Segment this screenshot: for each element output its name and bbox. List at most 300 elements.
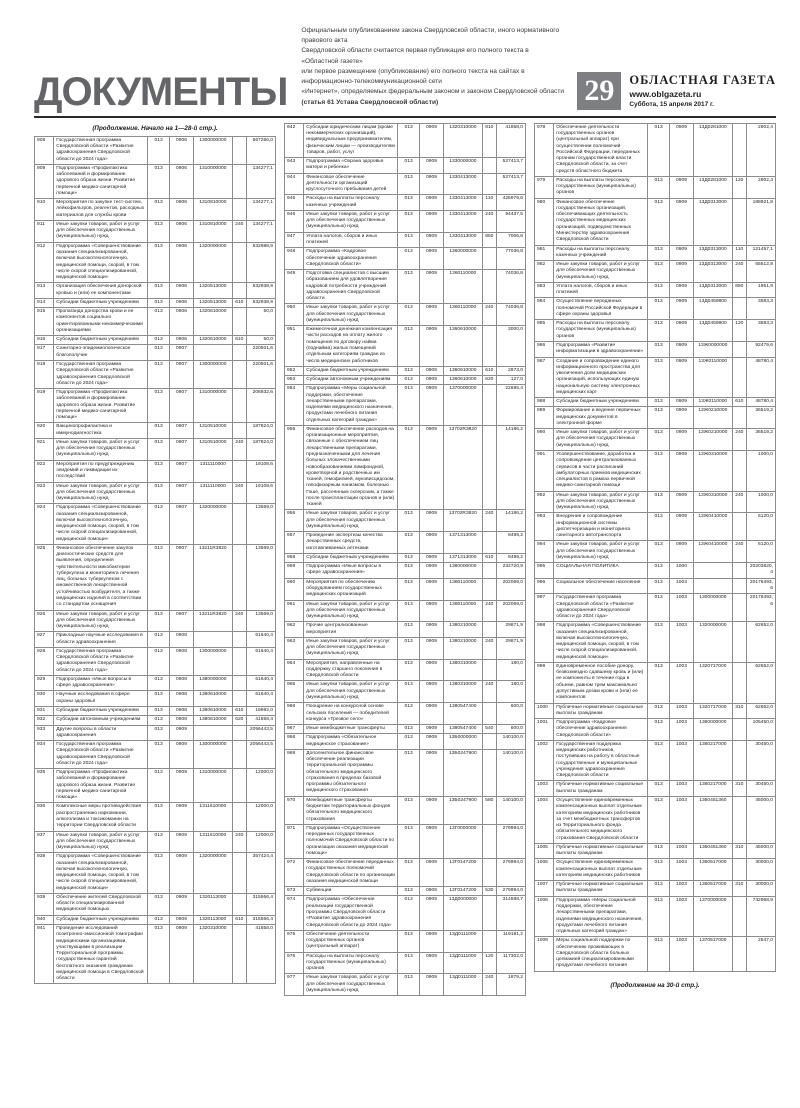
code-target-cell: 1320717000 (694, 662, 733, 703)
amount-cell: 667266,0 (247, 136, 276, 164)
name-cell: Иные закупки товаров, работ и услуг для обеспечения государственных (муниципальных) нужд (304, 510, 398, 532)
row-number-cell: 934 (35, 741, 54, 769)
name-cell: Обеспечение жителей Свердловской области специализированной медицинской помощью (54, 893, 148, 915)
table-row (535, 491, 776, 513)
code-type-cell (232, 691, 246, 707)
code-main-cell: 013 (398, 173, 420, 195)
table-row (35, 199, 276, 221)
code-main-cell: 013 (648, 662, 670, 703)
row-number-cell: 936 (35, 803, 54, 831)
code-type-cell (232, 504, 246, 545)
code-main-cell: 013 (398, 563, 420, 579)
amount-cell: 3583,3 (747, 298, 776, 320)
code-target-cell: 1330413000 (444, 195, 483, 211)
code-type-cell: 610 (232, 298, 246, 307)
code-section-cell: 0909 (419, 659, 443, 681)
code-type-cell (482, 425, 496, 509)
amount-cell: 527413,7 (497, 158, 526, 174)
code-section-cell: 0909 (419, 974, 443, 996)
code-section-cell: 0909 (419, 952, 443, 974)
amount-cell: 29871,9 (497, 622, 526, 638)
budget-table-3 (534, 123, 776, 972)
code-target-cell: 1360217000 (694, 740, 733, 781)
row-number-cell: 929 (35, 675, 54, 691)
name-cell: Проведение исследований позитронно-эмиссионной томографии медицинскими организациями, участвующими в реализации Территориальной программы государственных гарантий бесплатного оказания гражданам медицинской помощи в Свердловской области (54, 924, 148, 983)
code-target-cell: 13Г0147200 (444, 859, 483, 887)
budget-table-column-3 (534, 123, 776, 996)
code-target-cell: 1320000000 (194, 853, 233, 894)
name-cell: Санитарно-эпидемиологическое благополучие (54, 345, 148, 361)
code-type-cell: 310 (732, 703, 746, 719)
row-number-cell: 935 (35, 769, 54, 803)
name-cell: Подпрограмма «Совершенствование оказания специализированной, включая высокотехнологичную, медицинской помощи, скорой, в том числе скорой специализированной, медицинской помощи» (54, 242, 148, 283)
code-main-cell: 013 (148, 389, 170, 423)
code-section-cell: 1003 (669, 896, 693, 937)
code-type-cell: 610 (732, 398, 746, 407)
row-number-cell: 915 (35, 308, 54, 336)
budget-table-1 (34, 136, 276, 985)
row-number-cell: 989 (535, 407, 554, 429)
table-row (285, 366, 526, 375)
code-section-cell: 0909 (169, 924, 193, 983)
code-type-cell (732, 407, 746, 429)
name-cell: Подпрограмма «Обеспечение реализации государственной программы Свердловской области «Развитие здравоохранения Свердловской области до 2024 года» (304, 896, 398, 930)
amount-cell: 105450,0 (747, 719, 776, 741)
amount-cell: 1000,0 (747, 491, 776, 513)
code-target-cell: 13Д0459800 (694, 320, 733, 342)
code-type-cell: 620 (232, 716, 246, 725)
name-cell: Вакцинопрофилактика и иммунодиагностика (54, 423, 148, 439)
code-main-cell: 013 (148, 544, 170, 610)
code-type-cell (232, 345, 246, 361)
name-cell: Формирование и ведение первичных медицинских документов в электронной форме (554, 407, 648, 429)
table-row (285, 158, 526, 174)
code-target-cell (694, 578, 733, 594)
code-type-cell: 810 (482, 123, 496, 157)
row-number-cell: 957 (285, 532, 304, 554)
budget-table-2 (284, 123, 526, 996)
code-type-cell (232, 283, 246, 299)
amount-cell: 30000,0 (747, 859, 776, 881)
amount-cell: 127,0 (497, 376, 526, 385)
row-number-cell: 998 (535, 622, 554, 663)
table-columns (34, 123, 776, 996)
code-section-cell: 0909 (419, 270, 443, 304)
code-type-cell (732, 740, 746, 781)
row-number-cell: 982 (535, 261, 554, 283)
code-type-cell (732, 357, 746, 398)
table-row (535, 282, 776, 298)
code-main-cell: 013 (148, 691, 170, 707)
row-number-cell: 958 (285, 553, 304, 562)
code-type-cell (732, 937, 746, 971)
budget-table-column-2 (284, 123, 526, 996)
table-row (285, 725, 526, 734)
row-number-cell: 968 (285, 734, 304, 750)
amount-cell: 134277,1 (247, 199, 276, 221)
code-main-cell: 013 (148, 769, 170, 803)
code-section-cell: 0909 (669, 398, 693, 407)
code-type-cell (482, 578, 496, 600)
code-target-cell: 1310810000 (194, 199, 233, 221)
table-row (535, 320, 776, 342)
row-number-cell: 977 (285, 974, 304, 996)
amount-cell: 3583,3 (747, 320, 776, 342)
name-cell: Субсидии бюджетным учреждениям (54, 298, 148, 307)
code-main-cell: 013 (398, 749, 420, 796)
table-row (35, 707, 276, 716)
row-number-cell: 931 (35, 707, 54, 716)
code-target-cell: 13Д0313000 (694, 245, 733, 261)
row-number-cell: 971 (285, 824, 304, 858)
amount-cell: 220501,6 (247, 345, 276, 361)
table-row (35, 345, 276, 361)
amount-cell: 315566,4 (247, 915, 276, 924)
table-row (535, 245, 776, 261)
table-row (285, 637, 526, 659)
amount-cell: 220501,6 (247, 360, 276, 388)
row-number-cell: 983 (535, 282, 554, 298)
code-section-cell: 0909 (419, 248, 443, 270)
row-number-cell: 995 (535, 563, 554, 579)
amount-cell: 62652,0 (747, 622, 776, 663)
code-target-cell: 1370517000 (694, 937, 733, 971)
table-row (285, 749, 526, 796)
row-number-cell: 923 (35, 482, 54, 504)
name-cell: Иные закупки товаров, работ и услуг для обеспечения государственных (муниципальных) нужд (554, 429, 648, 451)
code-target-cell: 1310000000 (194, 389, 233, 423)
code-section-cell: 0909 (419, 734, 443, 750)
code-target-cell: 13Д0313000 (694, 261, 733, 283)
code-target-cell: 1320513000 (194, 283, 233, 299)
code-target-cell: 13Ж0410000 (694, 513, 733, 541)
amount-cell: 527413,7 (497, 173, 526, 195)
code-type-cell: 310 (732, 781, 746, 797)
code-type-cell: 240 (482, 600, 496, 622)
code-main-cell: 013 (648, 450, 670, 491)
name-cell: Подпрограмма «Профилактика заболеваний и формирование здорового образа жизни. Развитие первичной медико-санитарной помощи» (54, 389, 148, 423)
code-main-cell: 013 (398, 824, 420, 858)
table-row (285, 304, 526, 326)
code-target-cell: 1371313000 (444, 532, 483, 554)
code-type-cell (482, 824, 496, 858)
code-main-cell: 013 (148, 924, 170, 983)
row-number-cell: 949 (285, 270, 304, 304)
name-cell: Межбюджетные трансферты бюджетам территориальных фондов обязательного медицинского страхования (304, 796, 398, 824)
code-type-cell (232, 460, 246, 482)
budget-table (284, 123, 526, 996)
code-main-cell: 013 (648, 261, 670, 283)
name-cell: Финансовое обеспечение переданных государственных полномочий Свердловской области по организации оказания медицинской помощи (304, 859, 398, 887)
table-row (535, 123, 776, 176)
amount-cell: 600,0 (497, 703, 526, 725)
name-cell: Обеспечение деятельности государственных органов (центральный аппарат) (304, 930, 398, 952)
table-row (285, 425, 526, 509)
code-type-cell (482, 703, 496, 725)
table-row (535, 357, 776, 398)
code-main-cell: 013 (148, 283, 170, 299)
code-target-cell: 1330000000 (444, 158, 483, 174)
table-row (535, 298, 776, 320)
code-target-cell (194, 725, 233, 741)
code-type-cell: 310 (732, 843, 746, 859)
code-target-cell: 1310510000 (194, 438, 233, 460)
code-type-cell (232, 544, 246, 610)
code-section-cell: 0909 (669, 320, 693, 342)
name-cell: Прочие централизованные мероприятия (304, 622, 398, 638)
name-cell: Уплата налогов, сборов и иных платежей (554, 282, 648, 298)
code-type-cell (482, 563, 496, 579)
row-number-cell: 987 (535, 357, 554, 398)
row-number-cell: 1004 (535, 796, 554, 843)
code-section-cell: 0909 (419, 824, 443, 858)
code-type-cell: 610 (232, 707, 246, 716)
row-number-cell: 921 (35, 438, 54, 460)
code-main-cell: 013 (648, 357, 670, 398)
row-number-cell: 913 (35, 283, 54, 299)
code-main-cell: 013 (398, 578, 420, 600)
code-target-cell: 1300000000 (194, 136, 233, 164)
amount-cell: 2873,0 (497, 366, 526, 375)
code-target-cell: 1360110000 (444, 270, 483, 304)
row-number-cell: 954 (285, 385, 304, 426)
code-section-cell: 0909 (669, 341, 693, 357)
code-main-cell: 013 (398, 510, 420, 532)
row-number-cell: 937 (35, 831, 54, 853)
table-row (35, 283, 276, 299)
code-target-cell: 1320610000 (194, 336, 233, 345)
amount-cell: 20176493,6 (747, 578, 776, 594)
budget-table (34, 136, 276, 985)
amount-cell: 1879,2 (497, 974, 526, 996)
code-type-cell (482, 248, 496, 270)
row-number-cell: 927 (35, 632, 54, 648)
code-section-cell: 0907 (169, 482, 193, 504)
name-cell: Иные закупки товаров, работ и услуг для обеспечения государственных (муниципальных) нужд (54, 438, 148, 460)
code-type-cell: 240 (482, 637, 496, 659)
code-type-cell: 610 (482, 553, 496, 562)
table-row (35, 831, 276, 853)
code-type-cell (482, 158, 496, 174)
amount-cell: 140100,0 (497, 796, 526, 824)
code-main-cell: 013 (648, 282, 670, 298)
code-target-cell: 13Ж0310000 (694, 491, 733, 513)
code-type-cell (732, 563, 746, 579)
name-cell: Субсидии бюджетным учреждениям (304, 366, 398, 375)
code-main-cell: 013 (148, 482, 170, 504)
amount-cell: 30450,0 (747, 740, 776, 781)
table-row (535, 781, 776, 797)
code-section-cell: 1003 (669, 578, 693, 594)
name-cell: Подпрограмма «Профилактика заболеваний и формирование здорового образа жизни. Развитие первичной медико-санитарной помощи» (54, 164, 148, 198)
amount-cell: 188921,8 (747, 198, 776, 245)
row-number-cell: 942 (285, 123, 304, 157)
row-number-cell: 941 (35, 924, 54, 983)
table-row (535, 198, 776, 245)
row-number-cell: 965 (285, 681, 304, 703)
code-target-cell: 1360610000 (444, 366, 483, 375)
notice-line: Свердловской области считается первая публикация его полного текста в «Областной газете» (301, 47, 529, 65)
code-section-cell: 0909 (419, 366, 443, 375)
amount-cell: 41858,0 (497, 123, 526, 157)
code-target-cell: 13Б0247900 (444, 749, 483, 796)
code-section-cell: 0909 (419, 896, 443, 930)
code-target-cell: 1320113000 (194, 893, 233, 915)
table-row (535, 429, 776, 451)
paper-website[interactable]: www.oblgazeta.ru (629, 88, 702, 99)
code-section-cell: 0909 (669, 541, 693, 563)
table-row (285, 385, 526, 426)
code-target-cell: 13702R3820 (444, 510, 483, 532)
table-row (535, 662, 776, 703)
continuation-note-bottom: (Продолжение на 30-й стр.). (610, 981, 700, 989)
table-row (285, 578, 526, 600)
row-number-cell: 972 (285, 859, 304, 887)
name-cell: Подпрограмма «Охрана здоровья матери и ребенка» (304, 158, 398, 174)
code-main-cell: 013 (148, 136, 170, 164)
code-main-cell: 013 (148, 504, 170, 545)
row-number-cell: 926 (35, 610, 54, 632)
code-main-cell: 013 (648, 176, 670, 198)
amount-cell: 14186,2 (497, 425, 526, 509)
code-main-cell: 013 (148, 423, 170, 439)
code-main-cell: 013 (398, 622, 420, 638)
code-target-cell: 1311110000 (194, 482, 233, 504)
table-row (35, 136, 276, 164)
code-main-cell: 013 (398, 681, 420, 703)
code-type-cell (232, 360, 246, 388)
row-number-cell: 952 (285, 366, 304, 375)
row-number-cell: 919 (35, 389, 54, 423)
name-cell: Единовременное пособие донору, безвозмездно сдавшему кровь и (или) ее компоненты в течение года в объеме, равном трем максимально допустимым дозам крови и (или) ее компонентов (554, 662, 648, 703)
code-type-cell (482, 749, 496, 796)
code-section-cell: 0909 (669, 282, 693, 298)
amount-cell: 6120,0 (747, 513, 776, 541)
code-target-cell: 13702R3820 (444, 425, 483, 509)
code-main-cell: 013 (398, 425, 420, 509)
code-type-cell (732, 796, 746, 843)
code-target-cell: 13Ж0310000 (694, 450, 733, 491)
publication-notice (301, 26, 567, 110)
code-target-cell: 1320113000 (194, 915, 233, 924)
code-target-cell: 1310510000 (194, 423, 233, 439)
code-type-cell: 120 (732, 176, 746, 198)
amount-cell: 134277,1 (247, 220, 276, 242)
amount-cell: 2056443,5 (247, 741, 276, 769)
code-target-cell: 1310000000 (194, 164, 233, 198)
name-cell: Социальное обеспечение населения (554, 578, 648, 594)
row-number-cell: 928 (35, 647, 54, 675)
row-number-cell: 1007 (535, 881, 554, 897)
name-cell: Подготовка специалистов с высшим образованием для удовлетворения кадровой потребности учреждений здравоохранения Свердловской области (304, 270, 398, 304)
code-type-cell (732, 859, 746, 881)
amount-cell: 3000,0 (497, 326, 526, 367)
code-target-cell: 13Ж0210000 (694, 429, 733, 451)
name-cell: Публичные нормативные социальные выплаты гражданам (554, 881, 648, 897)
code-section-cell: 0906 (169, 199, 193, 221)
code-type-cell (482, 622, 496, 638)
code-section-cell: 1003 (669, 881, 693, 897)
amount-cell: 36519,2 (747, 429, 776, 451)
code-type-cell (232, 136, 246, 164)
amount-cell: 61640,4 (247, 691, 276, 707)
row-number-cell: 940 (35, 915, 54, 924)
table-row (35, 853, 276, 894)
code-main-cell: 013 (148, 298, 170, 307)
code-main-cell: 013 (398, 158, 420, 174)
table-row (535, 937, 776, 971)
code-target-cell: 13Ж0410000 (694, 541, 733, 563)
code-section-cell: 0908 (169, 691, 193, 707)
table-row (535, 578, 776, 594)
name-cell: Иные закупки товаров, работ и услуг для обеспечения государственных (муниципальных) нужд (554, 261, 648, 283)
code-target-cell: 13Б0247900 (444, 796, 483, 824)
code-target-cell: 1380547400 (444, 703, 483, 725)
code-target-cell: 1380110000 (444, 600, 483, 622)
name-cell: Подпрограмма «Развитие информатизации в здравоохранении» (554, 341, 648, 357)
code-target-cell: 1311610000 (194, 831, 233, 853)
code-section-cell: 0909 (419, 703, 443, 725)
name-cell: Субсидии бюджетным учреждениям (304, 553, 398, 562)
row-number-cell: 1009 (535, 937, 554, 971)
name-cell: Расходы на выплаты персоналу казенных учреждений (304, 195, 398, 211)
name-cell: Финансовое обеспечение деятельности организаций круглосуточного пребывания детей (304, 173, 398, 195)
table-row (535, 703, 776, 719)
name-cell: Поощрение на конкурсной основе сельских поселений — победителей конкурса «Трезвое село» (304, 703, 398, 725)
notice-line: Официальным опубликованием закона Свердловской области, иного нормативного правового акта (301, 27, 560, 45)
code-target-cell: 1360451360 (694, 796, 733, 843)
table-row (35, 482, 276, 504)
name-cell: Подпрограмма «Совершенствование оказания специализированной, включая высокотехнологичную, медицинской помощи, скорой, в том числе скорой специализированной, медицинской помощи» (54, 504, 148, 545)
code-target-cell: 13Ж0210000 (694, 407, 733, 429)
table-row (535, 563, 776, 579)
amount-cell: 13569,0 (247, 610, 276, 632)
table-row (535, 594, 776, 622)
code-section-cell: 0909 (419, 376, 443, 385)
table-row (285, 896, 526, 930)
code-section-cell: 1003 (669, 703, 693, 719)
row-number-cell: 996 (535, 578, 554, 594)
row-number-cell: 925 (35, 544, 54, 610)
code-type-cell (482, 859, 496, 887)
code-main-cell: 013 (648, 740, 670, 781)
amount-cell: 13569,0 (247, 544, 276, 610)
code-target-cell: 13Ж0000000 (694, 341, 733, 357)
code-section-cell: 0909 (169, 831, 193, 853)
amount-cell: 61640,4 (247, 632, 276, 648)
code-section-cell: 0909 (669, 245, 693, 261)
code-main-cell: 013 (148, 893, 170, 915)
code-type-cell (732, 896, 746, 937)
amount-cell: 279994,0 (497, 824, 526, 858)
name-cell: Прикладные научные исследования в области здравоохранения (54, 632, 148, 648)
name-cell: Другие вопросы в области здравоохранения (54, 725, 148, 741)
table-row (285, 232, 526, 248)
code-main-cell: 013 (148, 345, 170, 361)
table-row (35, 438, 276, 460)
name-cell: Расходы на выплаты персоналу государственных (муниципальных) органов (554, 176, 648, 198)
code-type-cell (732, 578, 746, 594)
code-target-cell: 1380000000 (194, 675, 233, 691)
code-section-cell: 0908 (169, 707, 193, 716)
table-row (35, 675, 276, 691)
code-section-cell: 0909 (419, 510, 443, 532)
row-number-cell: 1003 (535, 781, 554, 797)
code-section-cell: 0909 (669, 261, 693, 283)
code-section-cell: 0909 (669, 513, 693, 541)
code-target-cell: 1380310000 (444, 681, 483, 703)
code-section-cell: 0909 (669, 407, 693, 429)
